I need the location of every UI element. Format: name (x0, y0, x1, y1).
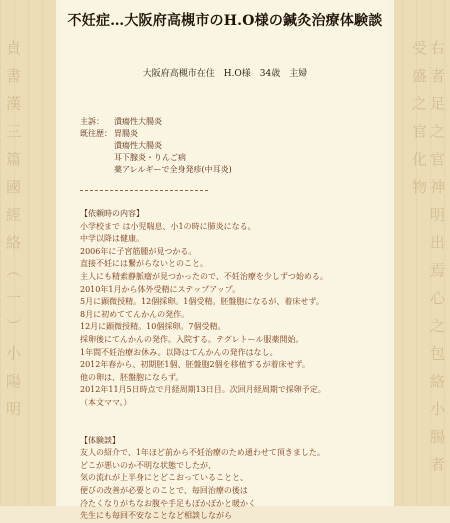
experience-line: 気の流れが上半身にとどこおっていることと、 (80, 473, 248, 483)
request-line: 直接不妊には繋がらないとのこと。 (80, 259, 208, 269)
request-line: 2012年春から、初期胚1個、胚盤胞2個を移植するが着床せず。 (80, 360, 310, 370)
section-divider (80, 190, 208, 191)
experience-line: 便びの改善が必要とのことで、毎回治療の後は (80, 486, 248, 496)
history-item: 胃腸炎 (114, 129, 138, 138)
experience-heading: 【体験談】 (80, 435, 120, 445)
request-line: 他の卵は、胚盤胞にならず。 (80, 372, 184, 382)
history-row (80, 128, 232, 140)
request-line: 5月に顕微授精。12個採卵。1個受精。胚盤胞になるが、着床せず。 (80, 297, 324, 307)
main-complaint-row (80, 116, 232, 128)
request-line: 2006年に子宮筋腫が見つかる。 (80, 246, 197, 256)
request-line: （本文ママ。） (80, 397, 132, 407)
request-line: 主人にも精索静脈瘤が見つかったので、不妊治療を少しずつ始める。 (80, 271, 328, 281)
request-line: 採卵後にてんかんの発作。入院する。テグレトール服薬開始。 (80, 334, 304, 344)
history-item: 耳下腺炎・りんご病 (114, 153, 186, 162)
request-line: 中学以降は健康。 (80, 234, 144, 244)
history-item: 薬アレルギーで全身発疹(中耳炎) (114, 165, 232, 174)
main-complaint-value: 潰瘍性大腸炎 (114, 117, 162, 126)
request-line: 12月に顕微授精。10個採卵。7個受精。 (80, 322, 226, 332)
experience-line: 友人の紹介で、1年ほど前から不妊治療のため通わせて頂きました。 (80, 448, 325, 458)
background-left-text: 貞 書 漢 三 篇 國 經 絡 （ 一 ） 小 陽 明 (4, 40, 22, 420)
experience-line: 冷たくなりがちなお腹や手足もぽかぽかと暖かく (80, 498, 256, 508)
body-text (80, 208, 380, 523)
page-title: 不妊症…大阪府高槻市のH.O様の鍼灸治療体験談 (67, 13, 383, 29)
patient-info: 大阪府高槻市在住 H.O様 34歳 主婦 (142, 69, 308, 79)
request-line: 1年間不妊治療お休み。以降はてんかんの発作はなし。 (80, 347, 278, 357)
experience-line: どこが悪いのか不明な状態でしたが、 (80, 460, 216, 470)
background-right-text: 右 者 足 之 官 神 明 出 焉 心 之 包 絡 小 腸 者 受 盛 之 官 化 物 (410, 40, 446, 476)
main-complaint-label: 主訴： (80, 117, 104, 126)
request-line: 2010年1月から体外受精にステップアップ。 (80, 284, 241, 294)
experience-line: 先生にも毎回不安なことなど相談しながら (80, 511, 232, 521)
request-line: 小学校まで は小児喘息、小1の時に肺炎になる。 (80, 221, 256, 231)
diagnosis-block (80, 116, 232, 176)
history-label: 既往歴： (80, 129, 112, 138)
history-item: 潰瘍性大腸炎 (114, 141, 162, 150)
request-line: 8月に初めててんかんの発作。 (80, 309, 190, 319)
request-line: 2012年11月5日時点で月経周期13日目。次回月経周期で採卵予定。 (80, 385, 326, 395)
request-heading: 【依頼時の内容】 (80, 209, 144, 218)
